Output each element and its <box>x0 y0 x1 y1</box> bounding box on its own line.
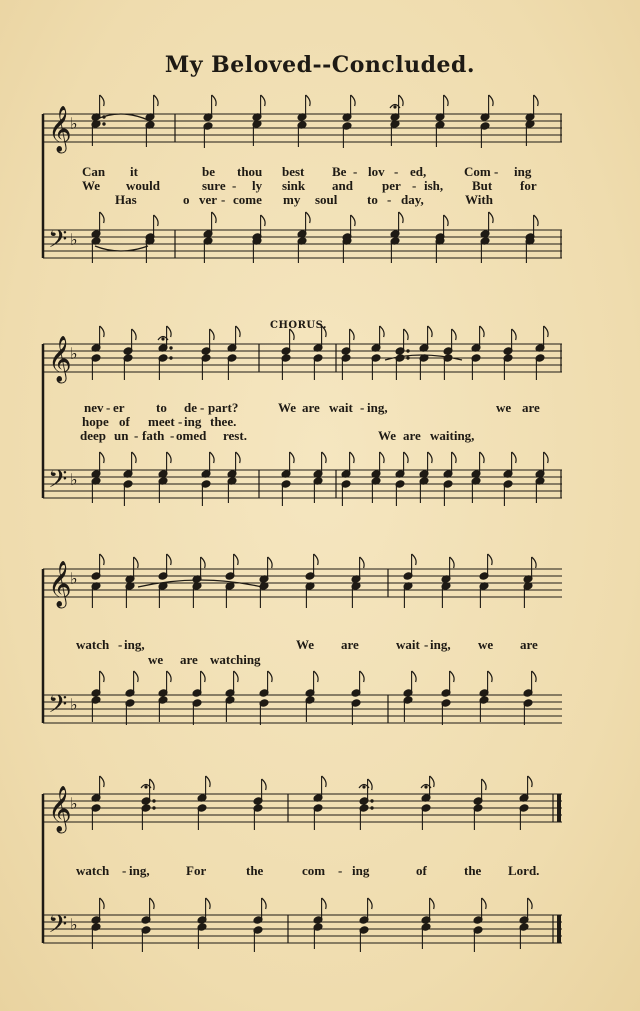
flag <box>368 898 373 909</box>
flag <box>412 554 417 565</box>
treble-clef-icon: 𝄞 <box>48 786 72 832</box>
flag <box>544 326 549 337</box>
treble-clef-icon: 𝄞 <box>48 336 72 382</box>
lyric-syllable: ish, <box>424 178 444 193</box>
lyric-syllable: hope <box>82 414 109 429</box>
lyric-syllable: of <box>119 414 130 429</box>
lyric-syllable: part? <box>208 400 239 415</box>
lyric-syllable: o <box>183 192 190 207</box>
flag <box>428 452 433 463</box>
flag <box>132 329 137 340</box>
flag <box>167 554 172 565</box>
lyric-syllable: ver <box>199 192 218 207</box>
lyric-syllable: are <box>341 637 359 652</box>
lyric-syllable: are <box>522 400 540 415</box>
lyric-syllable: - <box>200 400 205 415</box>
lyric-syllable: ing, <box>367 400 388 415</box>
dot <box>371 807 373 809</box>
lyric-syllable: are <box>403 428 421 443</box>
flag <box>488 671 493 682</box>
flag <box>544 452 549 463</box>
flag <box>100 671 105 682</box>
lyric-syllable: de <box>184 400 197 415</box>
bass-clef-icon: 𝄢 <box>48 690 68 725</box>
lyric-syllable: ed, <box>410 164 427 179</box>
lyric-syllable: - <box>118 637 123 652</box>
lyric-syllable: we <box>496 400 512 415</box>
flag <box>428 326 433 337</box>
flag <box>480 326 485 337</box>
bass-clef-icon: 𝄢 <box>48 910 68 945</box>
dot <box>170 347 172 349</box>
flag <box>150 779 155 790</box>
fermata-dot <box>145 786 147 788</box>
lyric-syllable: un <box>114 428 129 443</box>
lyric-syllable: ing <box>514 164 532 179</box>
flag <box>350 329 355 340</box>
bass-staff-4 <box>43 915 562 943</box>
lyric-syllable: We <box>378 428 397 443</box>
bass-clef-icon: 𝄢 <box>48 225 68 260</box>
flag <box>134 671 139 682</box>
flag <box>100 452 105 463</box>
flag <box>132 452 137 463</box>
bass-clef-icon: 𝄢 <box>48 465 68 500</box>
treble-clef-icon: 𝄞 <box>48 106 72 152</box>
lyric-syllable: Can <box>82 164 106 179</box>
lyric-syllable: ing, <box>124 637 145 652</box>
flag <box>212 212 217 223</box>
flag <box>360 671 365 682</box>
flag <box>236 326 241 337</box>
lyric-syllable: are <box>180 652 198 667</box>
lyric-syllable: watch <box>76 863 110 878</box>
flag <box>100 95 105 106</box>
flat-icon: ♭ <box>70 569 78 588</box>
lyric-syllable: - <box>394 164 399 179</box>
flag <box>430 898 435 909</box>
flag <box>100 776 105 787</box>
lyric-syllable: com <box>302 863 326 878</box>
lyric-syllable: to <box>367 192 378 207</box>
treble-clef-icon: 𝄞 <box>48 561 72 607</box>
lyric-syllable: er <box>113 400 125 415</box>
treble-staff-4 <box>43 794 562 822</box>
flag <box>351 215 356 226</box>
fermata-dot <box>363 786 365 788</box>
lyric-syllable: - <box>424 637 429 652</box>
lyric-syllable: ing <box>352 863 370 878</box>
flag <box>234 554 239 565</box>
dot <box>170 357 172 359</box>
lyric-syllable: the <box>246 863 264 878</box>
bass-notes-3 <box>91 671 536 725</box>
flag <box>350 452 355 463</box>
final-barline-thick <box>557 794 561 943</box>
flag <box>534 95 539 106</box>
flag <box>150 898 155 909</box>
lyric-syllable: watching <box>210 652 261 667</box>
lyric-syllable: for <box>520 178 537 193</box>
flag <box>488 554 493 565</box>
lyric-syllable: - <box>353 164 358 179</box>
lyric-syllable: Has <box>115 192 137 207</box>
lyric-syllable: We <box>278 400 297 415</box>
lyric-syllable: - <box>170 428 175 443</box>
lyric-syllable: per <box>382 178 401 193</box>
flag <box>262 898 267 909</box>
flag <box>212 95 217 106</box>
flag <box>380 452 385 463</box>
flag <box>210 452 215 463</box>
flag <box>262 779 267 790</box>
flag <box>450 557 455 568</box>
flag <box>404 452 409 463</box>
flag <box>154 95 159 106</box>
flag <box>306 95 311 106</box>
dot <box>153 807 155 809</box>
lyric-syllable: thou <box>237 164 263 179</box>
flag <box>480 452 485 463</box>
flag <box>532 557 537 568</box>
flag <box>534 215 539 226</box>
flag <box>399 212 404 223</box>
lyric-syllable: nev <box>84 400 104 415</box>
flag <box>210 329 215 340</box>
flag <box>314 554 319 565</box>
lyric-syllable: day, <box>401 192 424 207</box>
flag <box>100 212 105 223</box>
flat-icon: ♭ <box>70 470 78 489</box>
flag <box>528 776 533 787</box>
lyric-syllable: ing, <box>430 637 451 652</box>
lyric-syllable: ing, <box>129 863 150 878</box>
flag <box>234 671 239 682</box>
lyric-syllable: - <box>232 178 237 193</box>
flag <box>236 452 241 463</box>
lyric-syllable: watch <box>76 637 110 652</box>
lyric-syllable: best <box>282 164 305 179</box>
bass-notes-4 <box>91 898 532 952</box>
lyric-syllable: would <box>126 178 160 193</box>
fermata-dot <box>425 786 427 788</box>
lyric-syllable: we <box>478 637 494 652</box>
lyric-syllable: waiting, <box>430 428 475 443</box>
flag <box>290 452 295 463</box>
bass-staff-2 <box>43 470 562 498</box>
lyric-syllable: - <box>178 414 183 429</box>
dot <box>103 116 105 118</box>
flag <box>154 215 159 226</box>
fermata-dot <box>162 338 164 340</box>
lyric-syllable: With <box>465 192 493 207</box>
lyric-syllable: - <box>338 863 343 878</box>
lyric-syllable: soul <box>315 192 338 207</box>
flag <box>489 212 494 223</box>
flag <box>268 671 273 682</box>
lyric-syllable: we <box>148 652 164 667</box>
flag <box>512 452 516 463</box>
flat-icon: ♭ <box>70 915 78 934</box>
dot <box>153 800 155 802</box>
lyric-syllable: wait <box>396 637 420 652</box>
flag <box>206 776 211 787</box>
chorus-label: CHORUS. <box>270 320 327 331</box>
flat-icon: ♭ <box>70 344 78 363</box>
flag <box>100 554 105 565</box>
flag <box>512 329 516 340</box>
lyric-syllable: are <box>302 400 320 415</box>
page-title: My Beloved--Concluded. <box>164 52 476 78</box>
flag <box>167 671 172 682</box>
lyric-syllable: - <box>134 428 139 443</box>
lyric-syllable: - <box>494 164 499 179</box>
flag <box>444 95 449 106</box>
dot <box>407 357 409 359</box>
lyric-syllable: come <box>233 192 262 207</box>
flag <box>201 557 206 568</box>
lyric-syllable: be <box>202 164 215 179</box>
flag <box>268 557 273 568</box>
lyric-syllable: - <box>122 863 127 878</box>
flag <box>290 329 295 340</box>
flag <box>404 329 409 340</box>
lyric-syllable: sink <box>282 178 306 193</box>
lyric-syllable: - <box>412 178 417 193</box>
lyric-syllable: ing <box>184 414 202 429</box>
lyric-syllable: my <box>283 192 301 207</box>
flag <box>412 671 417 682</box>
flag <box>167 452 172 463</box>
lyric-syllable: - <box>106 400 111 415</box>
lyric-syllable: rest. <box>223 428 247 443</box>
flag <box>351 95 356 106</box>
flag <box>452 452 457 463</box>
flag <box>100 898 105 909</box>
lyric-syllable: Com <box>464 164 491 179</box>
flag <box>532 671 537 682</box>
lyric-syllable: - <box>221 192 226 207</box>
fermata-dot <box>394 106 396 108</box>
lyric-syllable: thee. <box>210 414 237 429</box>
flag <box>360 557 365 568</box>
lyric-syllable: fath <box>142 428 165 443</box>
dot <box>103 123 105 125</box>
lyric-syllable: Lord. <box>508 863 540 878</box>
flag <box>489 95 494 106</box>
flat-icon: ♭ <box>70 114 78 133</box>
lyric-syllable: ly <box>252 178 263 193</box>
lyric-syllable: meet <box>148 414 175 429</box>
lyric-syllable: Be <box>332 164 347 179</box>
lyric-syllable: But <box>472 178 493 193</box>
flag <box>430 776 435 787</box>
lyric-syllable: sure <box>202 178 226 193</box>
tie <box>95 246 148 251</box>
treble-notes-3 <box>91 554 536 608</box>
flag <box>261 215 266 226</box>
lyric-syllable: lov <box>368 164 385 179</box>
lyric-syllable: of <box>416 863 427 878</box>
flag <box>201 671 206 682</box>
flag <box>482 898 487 909</box>
lyric-syllable: the <box>464 863 482 878</box>
flag <box>322 898 327 909</box>
flat-icon: ♭ <box>70 695 78 714</box>
lyric-syllable: wait <box>329 400 353 415</box>
flag <box>167 326 172 337</box>
flag <box>322 452 327 463</box>
lyric-syllable: We <box>296 637 315 652</box>
flag <box>450 671 455 682</box>
flag <box>380 326 385 337</box>
flag <box>368 779 373 790</box>
treble-staff-2 <box>43 344 562 372</box>
flag <box>452 329 457 340</box>
lyric-syllable: deep <box>80 428 106 443</box>
dot <box>371 800 373 802</box>
flag <box>261 95 266 106</box>
flat-icon: ♭ <box>70 794 78 813</box>
dot <box>407 350 409 352</box>
lyric-syllable: - <box>360 400 365 415</box>
flag <box>314 671 319 682</box>
flag <box>306 212 311 223</box>
flag <box>100 326 105 337</box>
flag <box>482 779 487 790</box>
lyric-syllable: We <box>82 178 101 193</box>
flag <box>444 215 449 226</box>
flag <box>322 776 327 787</box>
lyric-syllable: - <box>387 192 392 207</box>
flag <box>399 95 404 106</box>
flag <box>134 557 139 568</box>
lyric-syllable: For <box>186 863 207 878</box>
flag <box>528 898 533 909</box>
lyric-syllable: it <box>130 164 138 179</box>
lyric-syllable: and <box>332 178 353 193</box>
lyric-syllable: to <box>156 400 167 415</box>
lyric-syllable: omed <box>176 428 207 443</box>
lyric-syllable: are <box>520 637 538 652</box>
flag <box>206 898 211 909</box>
flat-icon: ♭ <box>70 230 78 249</box>
